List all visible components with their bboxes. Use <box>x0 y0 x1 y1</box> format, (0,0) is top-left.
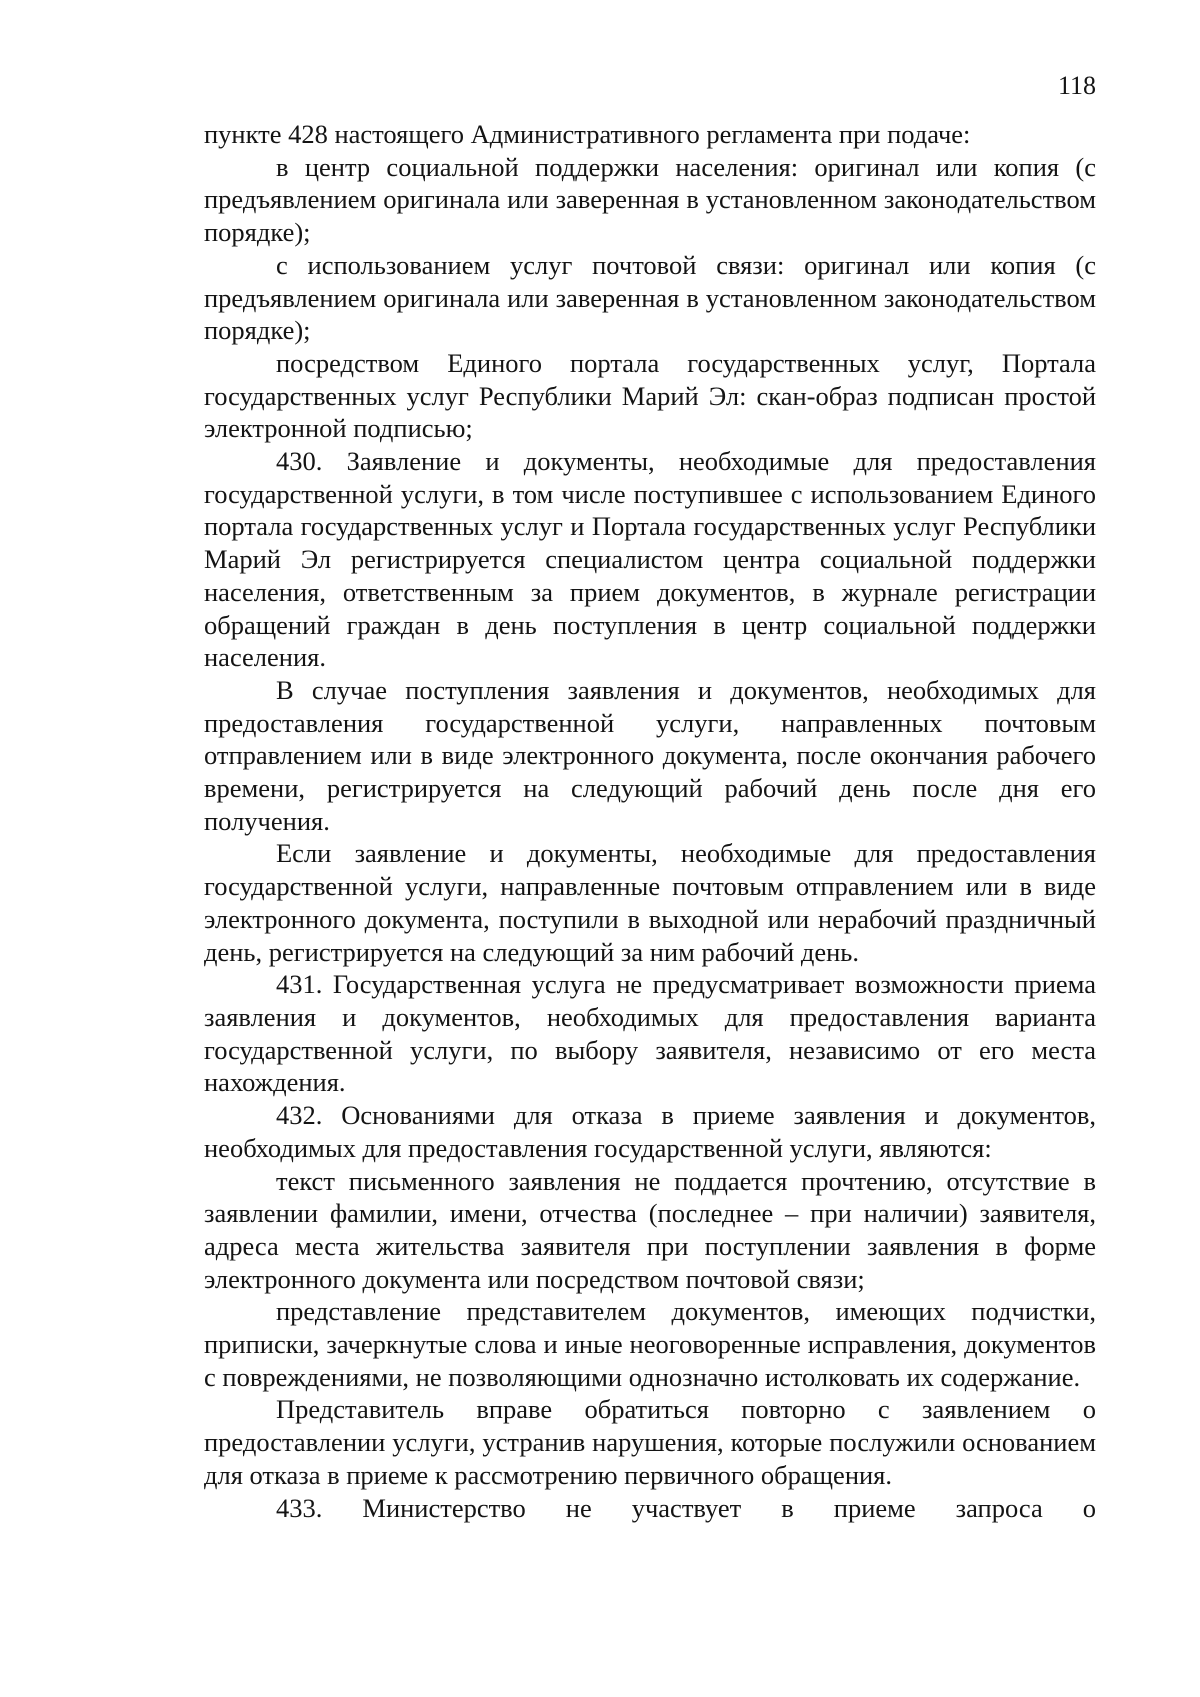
paragraph-damaged-documents: представление представителем документов, имеющих подчистки, приписки, зачеркнутые слова и иные неоговоренные исправления, документов с повреждениями, не позволяющими однозначно истолковать их содержание. <box>204 1296 1096 1392</box>
page-number: 118 <box>1057 71 1096 100</box>
paragraph-submission-postal: с использованием услуг почтовой связи: оригинал или копия (с предъявлением оригинала или заверенная в установленном законодательством порядке); <box>204 249 1096 346</box>
paragraph-item-432: 432. Основаниями для отказа в приеме заявления и документов, необходимых для предоставления государственной услуги, являются: <box>204 1100 1096 1163</box>
paragraph-holiday: Если заявление и документы, необходимые для предоставления государственной услуги, направленные почтовым отправлением или в виде электронного документа, поступили в выходной или нерабочий праздничный день, регистрируется на следующий за ним рабочий день. <box>204 838 1096 967</box>
paragraph-item-430: 430. Заявление и документы, необходимые для предоставления государственной услуги, в том числе поступившее с использованием Единого портала государственных услуг и Портала государственных услуг Республики Марий Эл регистрируется специалистом центра социальной поддержки населения, ответственным за прием документов, в журнале регистрации обращений граждан в день поступления в центр социальной поддержки населения. <box>204 446 1096 673</box>
paragraph-submission-center: в центр социальной поддержки населения: оригинал или копия (с предъявлением оригинала или заверенная в установленном законодательством порядке); <box>204 151 1096 248</box>
paragraph-submission-portal: посредством Единого портала государственных услуг, Портала государственных услуг Республики Марий Эл: скан-образ подписан простой электронной подписью; <box>204 347 1096 444</box>
document-body <box>204 118 1096 1524</box>
paragraph-after-hours: В случае поступления заявления и документов, необходимых для предоставления государственной услуги, направленных почтовым отправлением или в виде электронного документа, после окончания рабочего времени, регистрируется на следующий рабочий день после дня его получения. <box>204 674 1096 836</box>
paragraph-continuation: пункте 428 настоящего Административного регламента при подаче: <box>204 119 971 149</box>
paragraph-item-431: 431. Государственная услуга не предусматривает возможности приема заявления и документов, необходимых для предоставления варианта государственной услуги, по выбору заявителя, независимо от его места нахождения. <box>204 969 1096 1098</box>
paragraph-unreadable-text: текст письменного заявления не поддается прочтению, отсутствие в заявлении фамилии, имени, отчества (последнее – при наличии) заявителя, адреса места жительства заявителя при поступлении заявления в форме электронного документа или посредством почтовой связи; <box>204 1165 1096 1294</box>
paragraph-reapply: Представитель вправе обратиться повторно с заявлением о предоставлении услуги, устранив нарушения, которые послужили основанием для отказа в приеме к рассмотрению первичного обращения. <box>204 1394 1096 1490</box>
paragraph-item-433: 433. Министерство не участвует в приеме запроса о <box>276 1492 1096 1523</box>
